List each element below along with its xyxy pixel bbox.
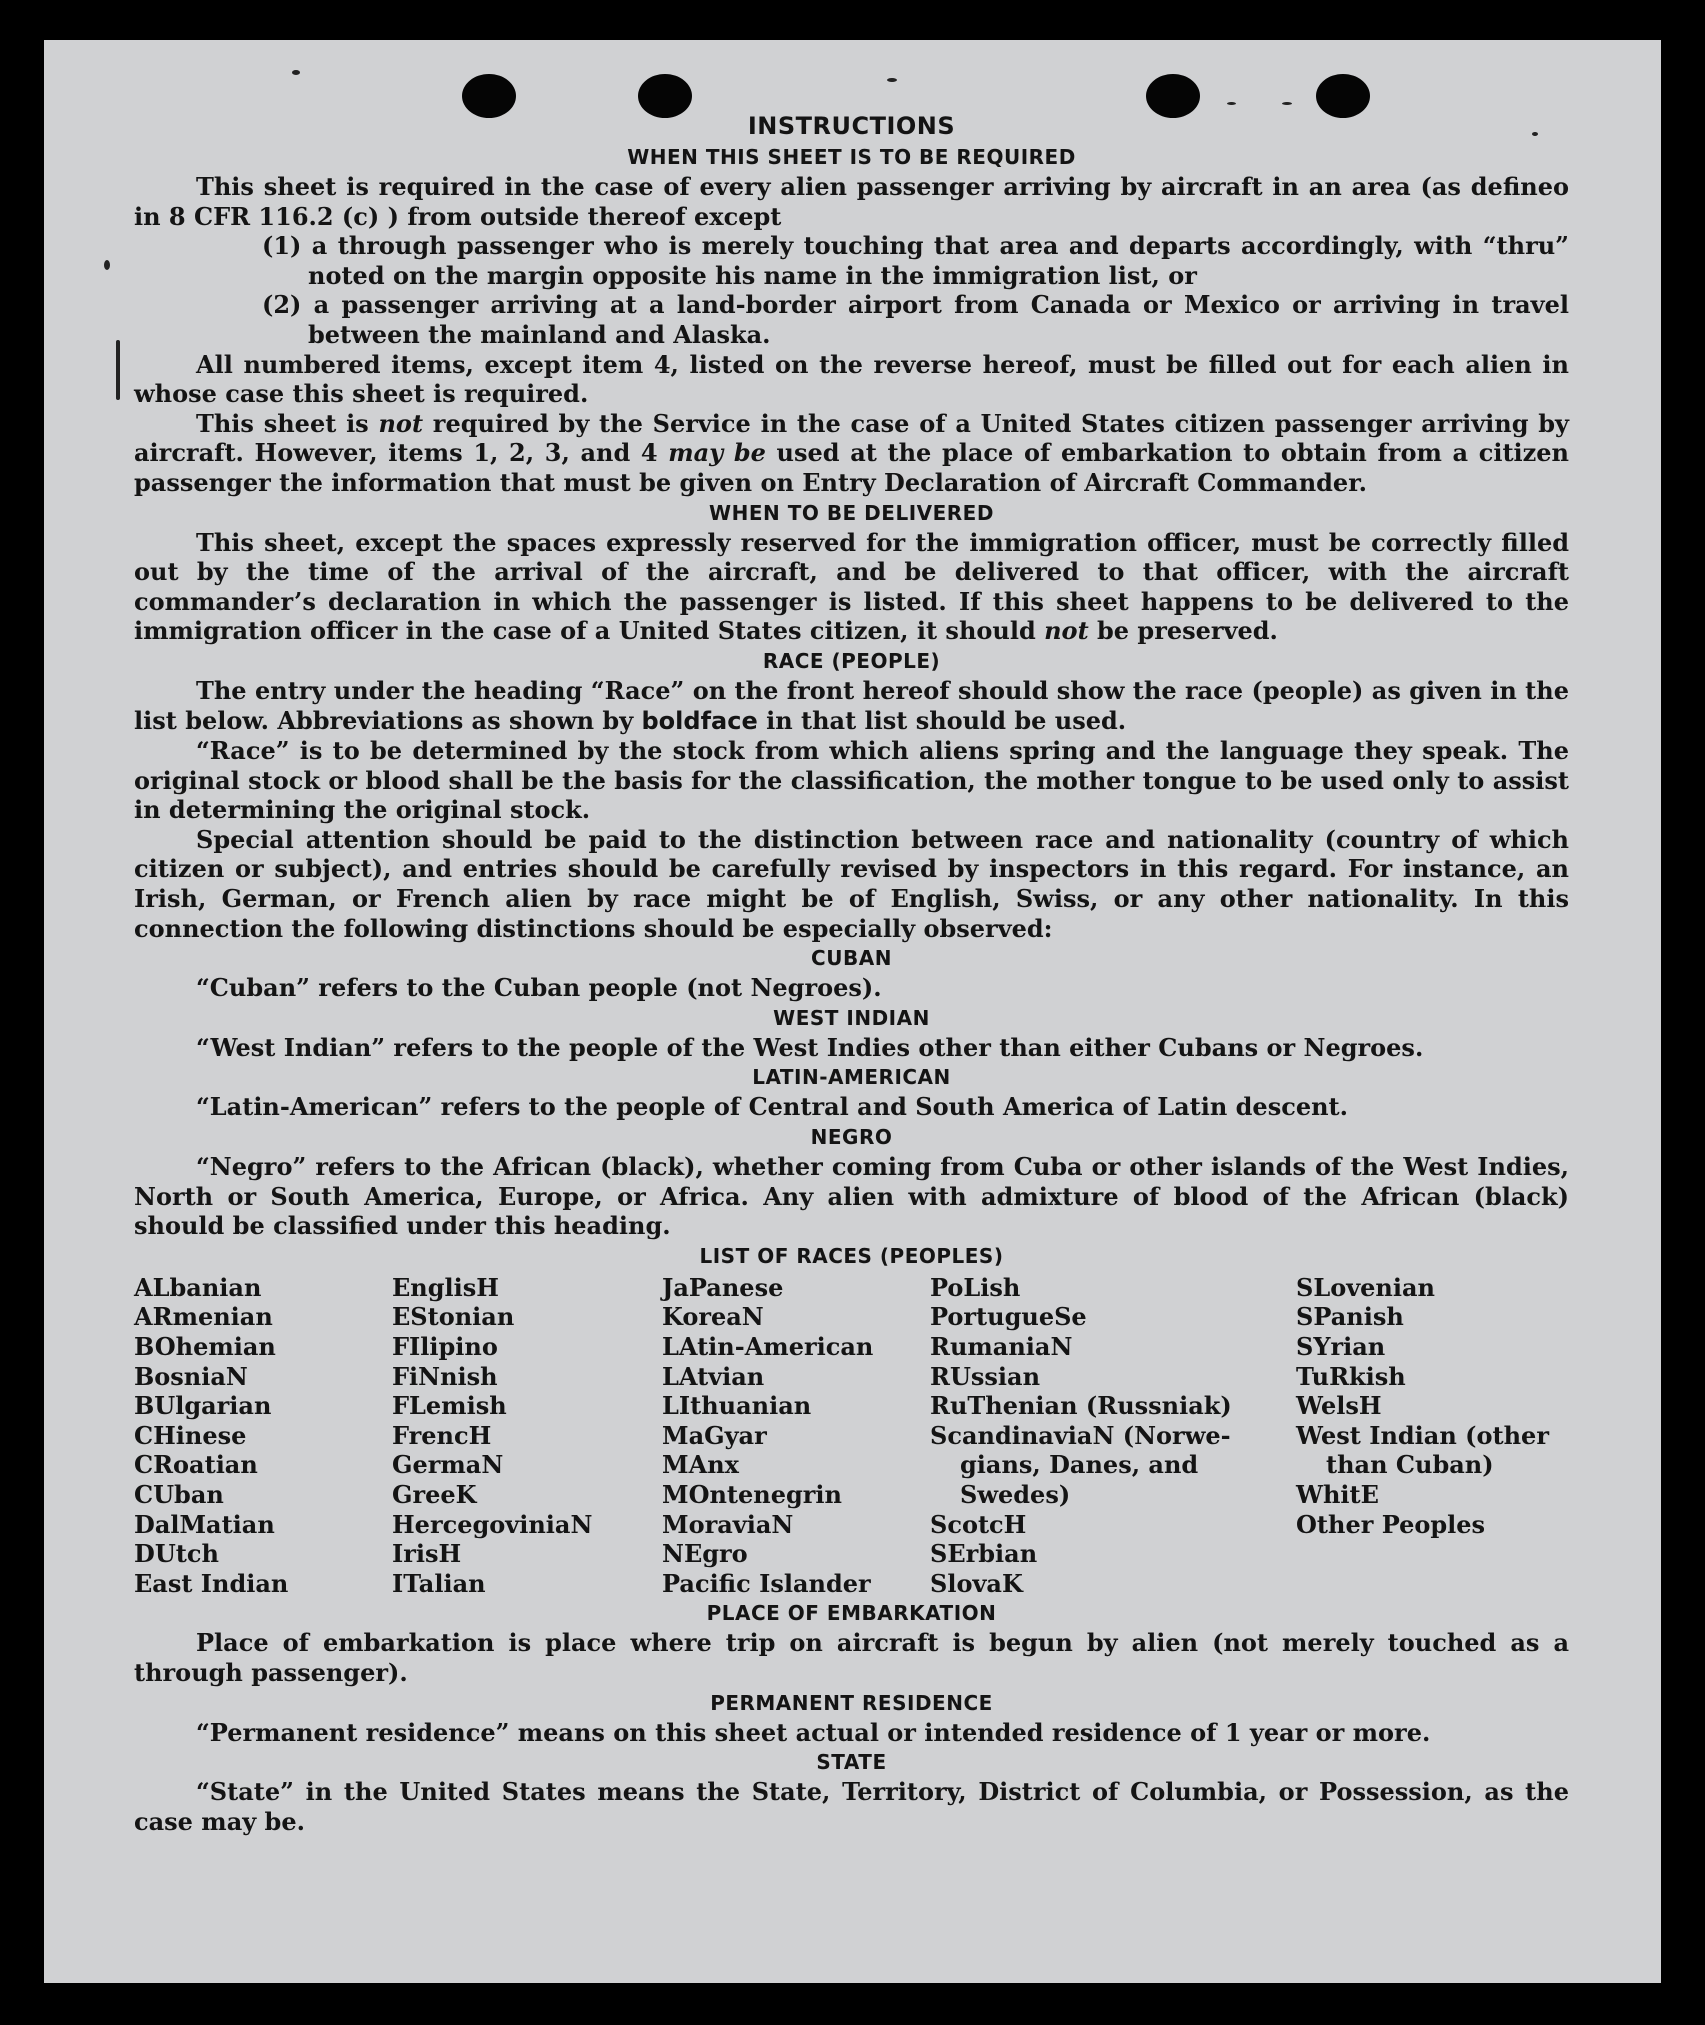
races-list	[134, 1273, 1569, 1599]
list-of-races-heading: LIST OF RACES (PEOPLES)	[699, 1243, 1004, 1268]
list-item: EStonian	[392, 1302, 515, 1332]
list-item: IrisH	[392, 1539, 462, 1569]
latin-american-heading: LATIN-AMERICAN	[752, 1065, 951, 1090]
list-item: SLovenian	[1296, 1272, 1435, 1302]
list-item: SPanish	[1296, 1302, 1404, 1332]
list-item: BUlgarian	[134, 1391, 272, 1421]
list-item: RumaniaN	[930, 1332, 1073, 1361]
list-item: HercegoviniaN	[392, 1509, 593, 1539]
list-item: RUssian	[930, 1361, 1041, 1391]
list-item: PoLish	[930, 1272, 1021, 1302]
races-column-1	[134, 1273, 392, 1599]
list-item: DUtch	[134, 1539, 219, 1569]
list-item: EnglisH	[392, 1272, 499, 1302]
races-column-5	[1296, 1273, 1569, 1599]
list-item: CHinese	[134, 1420, 247, 1450]
races-column-4	[930, 1273, 1296, 1599]
scan-speck	[1227, 102, 1236, 105]
list-item: FiNnish	[392, 1361, 498, 1391]
list-item: CUban	[134, 1479, 224, 1509]
state-heading: STATE	[816, 1750, 887, 1775]
numbered-items-paragraph: All numbered items, except item 4, listed on the reverse hereof, must be filled out for each alien in whose case this sheet is required.	[134, 349, 1569, 409]
list-item: WelsH	[1296, 1391, 1382, 1421]
scan-speck	[292, 70, 300, 75]
list-item-continuation: than Cuban)	[1326, 1450, 1494, 1480]
exception-item-1: (1) a through passenger who is merely touching that area and departs accordingly, with “thru” noted on the margin opposite his name in the immigration list, or	[262, 231, 1569, 290]
list-item: SYrian	[1296, 1332, 1386, 1361]
list-item: ARmenian	[134, 1302, 273, 1332]
list-item: MAnx	[662, 1450, 739, 1480]
race-paragraph-3: Special attention should be paid to the distinction between race and nationality (country of which citizen or subject), and entries should be carefully revised by inspectors in this regard. For instance, an Irish, German, or French alien by race might be of English, Swiss, or any other nationality. In this connection the following distinctions should be especially observed:	[134, 824, 1569, 943]
list-item: TuRkish	[1296, 1361, 1406, 1391]
list-item: ALbanian	[134, 1272, 262, 1302]
scan-speck	[1282, 102, 1292, 105]
residence-heading: PERMANENT RESIDENCE	[710, 1690, 993, 1715]
latin-american-text: “Latin-American” refers to the people of Central and South America of Latin descent.	[196, 1092, 1348, 1122]
list-item: LAtin-American	[662, 1332, 874, 1361]
list-item: ScotcH	[930, 1509, 1027, 1539]
west-indian-text: “West Indian” refers to the people of the West Indies other than either Cubans or Negroes.	[196, 1032, 1424, 1062]
when-delivered-heading: WHEN TO BE DELIVERED	[709, 500, 994, 525]
list-item: MOntenegrin	[662, 1479, 842, 1509]
embarkation-heading: PLACE OF EMBARKATION	[706, 1601, 997, 1626]
when-required-intro: This sheet is required in the case of every alien passenger arriving by aircraft in an area (as defineo in 8 CFR 116.2 (c) ) from outside thereof except	[134, 172, 1569, 231]
list-item: GermaN	[392, 1450, 504, 1480]
list-item: GreeK	[392, 1479, 477, 1509]
list-item: CRoatian	[134, 1450, 258, 1480]
list-item: WhitE	[1296, 1479, 1379, 1509]
negro-heading: NEGRO	[810, 1125, 893, 1150]
citizen-paragraph: This sheet is not required by the Service in the case of a United States citizen passenger arriving by aircraft. However, items 1, 2, 3, and 4 may be used at the place of embarkation to obtain from a citizen passenger the information that must be given on Entry Declaration of Aircraft Commander.	[134, 408, 1570, 497]
list-item: Other Peoples	[1296, 1509, 1486, 1539]
list-item: LAtvian	[662, 1361, 765, 1391]
west-indian-heading: WEST INDIAN	[773, 1005, 930, 1030]
page-title: INSTRUCTIONS	[747, 112, 956, 140]
list-item-continuation: Swedes)	[960, 1479, 1071, 1509]
race-paragraph-1: The entry under the heading “Race” on the front hereof should show the race (people) as given in the list below. Abbreviations as shown by boldface in that list should be used.	[134, 675, 1569, 735]
list-item: ScandinaviaN (Norwe-	[930, 1420, 1231, 1450]
list-item: ITalian	[392, 1568, 486, 1598]
document-page	[44, 40, 1661, 1983]
scan-speck	[887, 78, 897, 82]
list-item: BOhemian	[134, 1332, 276, 1361]
list-item: LIthuanian	[662, 1391, 812, 1421]
list-item: PortugueSe	[930, 1302, 1087, 1332]
scan-speck	[104, 260, 110, 270]
state-text: “State” in the United States means the State, Territory, District of Columbia, or Possession, as the case may be.	[134, 1777, 1569, 1836]
races-column-2	[392, 1273, 662, 1599]
exception-item-2: (2) a passenger arriving at a land-border airport from Canada or Mexico or arriving in travel between the mainland and Alaska.	[262, 290, 1569, 349]
list-item: East Indian	[134, 1568, 289, 1598]
scan-speck	[116, 340, 120, 400]
list-item: FLemish	[392, 1391, 507, 1421]
list-item: NEgro	[662, 1539, 748, 1569]
list-item: KoreaN	[662, 1302, 764, 1332]
list-item: BosniaN	[134, 1361, 248, 1391]
list-item: FIlipino	[392, 1332, 498, 1361]
list-item: JaPanese	[662, 1272, 784, 1302]
cuban-text: “Cuban” refers to the Cuban people (not Negroes).	[196, 973, 882, 1003]
list-item: SlovaK	[930, 1568, 1023, 1598]
list-item: SErbian	[930, 1539, 1038, 1569]
when-required-heading: WHEN THIS SHEET IS TO BE REQUIRED	[627, 145, 1076, 169]
races-column-3	[662, 1273, 930, 1599]
when-delivered-text: This sheet, except the spaces expressly reserved for the immigration officer, must be correctly filled out by the time of the arrival of the aircraft, and be delivered to that officer, with the aircraft commander’s declaration in which the passenger is listed. If this sheet happens to be delivered to the immigration officer in the case of a United States citizen, it should not be preserved.	[134, 527, 1569, 646]
list-item: RuThenian (Russniak)	[930, 1391, 1232, 1421]
embarkation-text: Place of embarkation is place where trip on aircraft is begun by alien (not merely touched as a through passenger).	[134, 1628, 1569, 1687]
list-item: West Indian (other	[1296, 1420, 1549, 1450]
list-item-continuation: gians, Danes, and	[960, 1450, 1199, 1480]
instructions-text	[134, 110, 1569, 1836]
negro-text: “Negro” refers to the African (black), whether coming from Cuba or other islands of the West Indies, North or South America, Europe, or Africa. Any alien with admixture of blood of the African (black) should be classified under this heading.	[134, 1152, 1569, 1241]
list-item: FrencH	[392, 1420, 492, 1450]
cuban-heading: CUBAN	[811, 946, 892, 971]
race-paragraph-2: “Race” is to be determined by the stock from which aliens spring and the language they speak. The original stock or blood shall be the basis for the classification, the mother tongue to be used only to assist in determining the original stock.	[134, 736, 1569, 825]
residence-text: “Permanent residence” means on this sheet actual or intended residence of 1 year or more.	[196, 1717, 1431, 1747]
list-item: Pacific Islander	[662, 1568, 871, 1598]
list-item: MaGyar	[662, 1420, 767, 1450]
list-item: MoraviaN	[662, 1509, 794, 1539]
list-item: DalMatian	[134, 1509, 275, 1539]
race-heading: RACE (PEOPLE)	[762, 648, 941, 673]
